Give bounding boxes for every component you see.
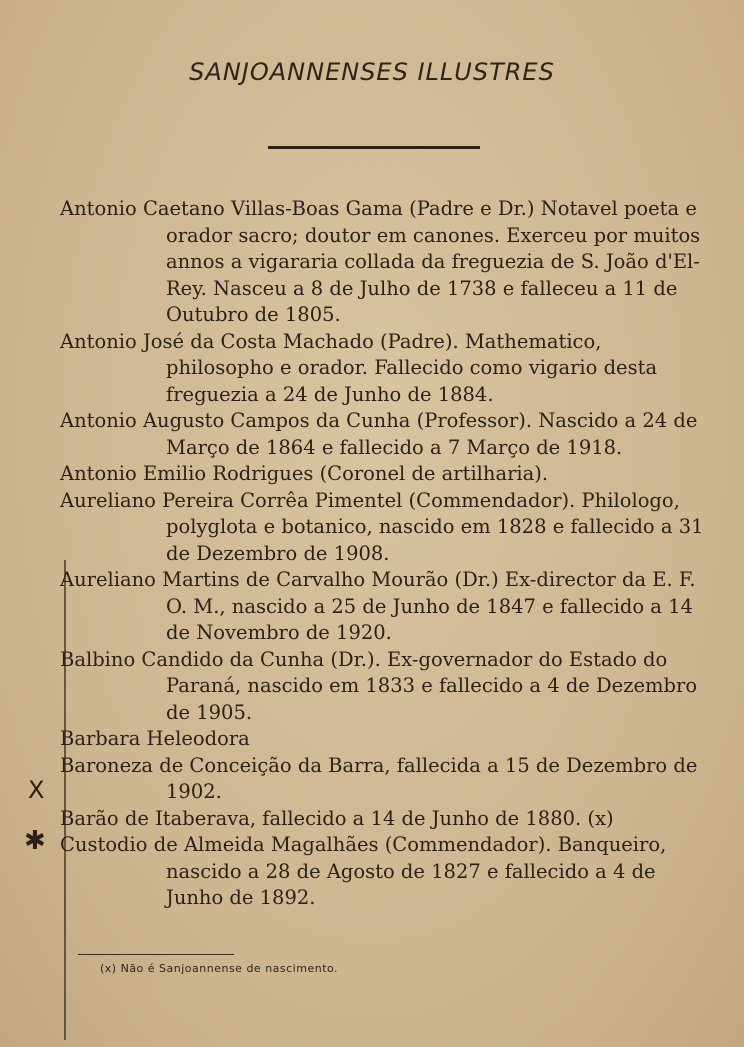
list-item: Aureliano Martins de Carvalho Mourão (Dr.) Ex-director da E. F. O. M., nascido a 25 de Junho de 1847 e fallecido a 14 de Novembro de 1920. (60, 568, 696, 644)
list-item: Baroneza de Conceição da Barra, fallecida a 15 de Dezembro de 1902. (60, 753, 698, 803)
handwritten-star-mark: ✱ (24, 826, 46, 856)
footnote: (x) Não é Sanjoannense de nascimento. (100, 962, 339, 975)
list-item: Antonio Caetano Villas-Boas Gama (Padre e Dr.) Notavel poeta e orador sacro; doutor em canones. Exerceu por muitos annos a vigararia collada da freguezia de S. João d'El-Rey. Nasceu a 8 de Julho de 1738 e falleceu a 11 de Outubro de 1805. (60, 197, 701, 326)
list-item: Barão de Itaberava, fallecido a 14 de Junho de 1880. (x) (60, 806, 614, 830)
handwritten-x-mark: X (28, 776, 45, 804)
title-rule (268, 146, 480, 149)
list-item: Balbino Candido da Cunha (Dr.). Ex-governador do Estado do Paraná, nascido em 1833 e fallecido a 4 de Dezembro de 1905. (60, 647, 698, 724)
list-item: Aureliano Pereira Corrêa Pimentel (Commendador). Philologo, polyglota e botanico, nascido em 1828 e fallecido a 31 de Dezembro de 1908. (60, 488, 704, 565)
list-item: Antonio Emilio Rodrigues (Coronel de artilharia). (60, 462, 549, 485)
list-item: Antonio Augusto Campos da Cunha (Professor). Nascido a 24 de Março de 1864 e fallecido a 7 Março de 1918. (60, 409, 698, 459)
list-item: Custodio de Almeida Magalhães (Commendador). Banqueiro, nascido a 28 de Agosto de 1827 e fallecido a 4 de Junho de 1892. (60, 833, 667, 909)
list-item: Barbara Heleodora (60, 727, 250, 750)
footnote-rule (78, 954, 234, 955)
list-item: Antonio José da Costa Machado (Padre). Mathematico, philosopho e orador. Fallecido como vigario desta freguezia a 24 de Junho de 1884. (60, 329, 658, 406)
page-title: SANJOANNENSES ILLUSTRES (189, 58, 555, 86)
entry-list (60, 196, 710, 912)
